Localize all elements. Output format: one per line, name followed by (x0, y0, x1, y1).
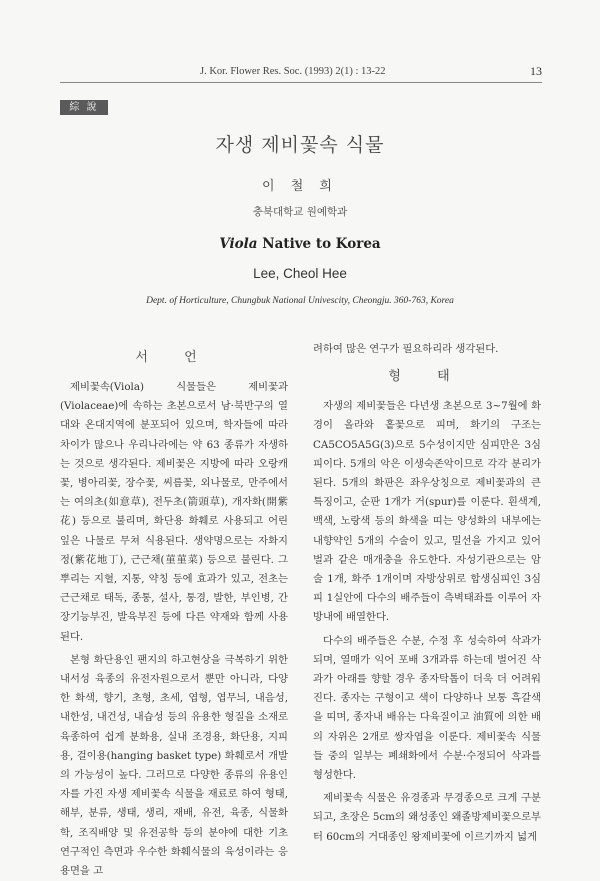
section-heading-morphology: 형 태 (388, 369, 466, 385)
title-genus: Viola (219, 236, 258, 252)
header-divider (60, 82, 542, 83)
intro-paragraph: 본형 화단용인 팬지의 하고현상을 극복하기 위한 내서성 육종의 유전자원으로서 뿐만 아니라, 다양한 화색, 향기, 초형, 초세, 엽형, 엽무늬, 내음성, 내한성, 내건성, 내습성 등의 유용한 형질을 소재로 육종하여 쉽게 분화용, 실내 조경용, 화단용, 지피용, 걸이용(hanging basket type) 화훼로서 개발의 가능성이 높다. 그러므로 다양한 종류의 유용인자를 가진 자생 제비꽃속 식물을 재료로 하여 형태, 해부, 분류, 생태, 생리, 재배, 유전, 육종, 식물화학, 조직배양 및 유전공학 등의 분야에 대한 기초 연구적인 측면과 우수한 화훼식물의 육성이라는 응용면을 고 (60, 653, 288, 878)
intro-continuation: 려하여 많은 연구가 필요하리라 생각된다. (313, 343, 499, 355)
author-korean: 이 철 희 (262, 179, 338, 194)
affiliation-english: Dept. of Horticulture, Chungbuk National Univescity, Cheongju. 360-763, Korea (146, 296, 454, 306)
right-column (313, 340, 541, 847)
journal-citation: J. Kor. Flower Res. Soc. (1993) 2(1) : 13-22 (200, 66, 386, 77)
morphology-paragraph: 다수의 배주들은 수분, 수정 후 성숙하여 삭과가 되며, 열매가 익어 포배 3개과류 하는데 벌어진 삭과가 아래를 향할 경우 종자탁톱이 더욱 더 어려워진다. 종자는 구형이고 색이 다양하나 보통 흑갈색을 띠며, 종자내 배유는 다육질이고 油質에 의한 배의 자위은 2개로 쌍자엽을 이룬다. 제비꽃속 식물들 중의 일부는 폐쇄화에서 수분·수정되어 삭과를 형성한다. (313, 634, 541, 782)
affiliation-korean: 충북대학교 원예학과 (252, 206, 348, 218)
intro-paragraph: 제비꽃속(Viola) 식물들은 제비꽃과(Violaceae)에 속하는 초본으로서 남·북반구의 열대와 온대지역에 분포되어 있으며, 학자들에 따라 차이가 많으나 우리나라에는 약 63 종류가 자생하는 것으로 생각된다. 제비꽃은 지방에 따라 오랑캐꽃, 병아리꽃, 장수꽃, 씨름꽃, 외나물로, 만주에서는 여의초(如意草), 전두초(箭頭草), 개자화(開紫花) 등으로 불리며, 화단용 화훼로 사용되고 어린 잎은 나물로 무쳐 식용된다. 생약명으로는 자화지정(紫花地丁), 근근채(菫菫菜) 등으로 불린다. 그 뿌리는 지혈, 지통, 약칭 등에 효과가 있고, 전초는 근근채로 태독, 종통, 설사, 통경, 발한, 부인병, 간장기능부진, 발육부진 등에 다른 약재와 함께 사용된다. (60, 381, 288, 643)
title-rest: Native to Korea (257, 236, 381, 252)
morphology-paragraph: 자생의 제비꽃들은 다년생 초본으로 3~7월에 화경이 올라와 홑꽃으로 피며, 화기의 구조는 CA5CO5A5G(3)으로 5수성이지만 심피만은 3심피이다. 5개의 악은 이생숙존악이므로 각각 분리가 된다. 5개의 화판은 좌우상칭으로 제비꽃과의 큰 특징이고, 순판 1개가 거(spur)를 이룬다. 흰색계, 백색, 노랑색 등의 화색을 띠는 양성화의 내부에는 내향약인 5개의 수술이 있고, 밀선을 가지고 있어 벌과 같은 매개충을 유도한다. 자성기관으로는 암술 1개, 화주 1개이며 자방상위로 합생심피인 3심피 1실안에 다수의 배주들이 측벽태좌를 이루어 자방내에 배열한다. (313, 400, 541, 624)
morphology-paragraph: 제비꽃속 식물은 유경종과 무경종으로 크게 구분되고, 초장은 5cm의 왜성종인 왜졸방제비꽃으로부터 60cm의 거대종인 왕제비꽃에 이르기까지 넓게 (313, 792, 541, 843)
page-number: 13 (530, 64, 542, 78)
author-english: Lee, Cheol Hee (253, 266, 347, 281)
article-title-english (0, 236, 600, 252)
section-heading-intro: 서 언 (135, 350, 213, 365)
article-title-korean: 자생 제비꽃속 식물 (215, 134, 385, 156)
left-column (60, 340, 288, 881)
article-type-tag: 綜 說 (60, 100, 108, 115)
